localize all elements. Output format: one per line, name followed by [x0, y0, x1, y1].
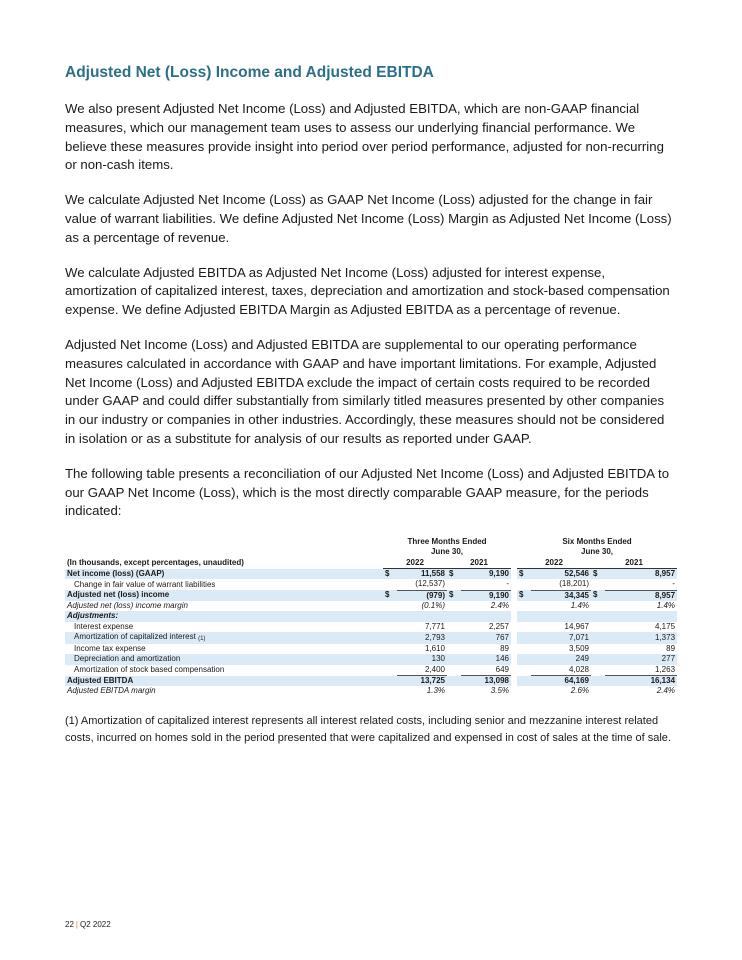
section-title: Adjusted Net (Loss) Income and Adjusted EBITDA [65, 64, 434, 81]
cell-value: 767 [461, 632, 511, 644]
cell-value: (18,201) [531, 579, 591, 590]
paragraph-3: We calculate Adjusted EBITDA as Adjusted Net Income (Loss) adjusted for interest expense, amortization of capitalized interest, taxes, depreciation and amortization and stock-based compensation expense. We define Adjusted EBITDA Margin as Adjusted EBITDA as a percentage of revenue. [65, 264, 670, 318]
page-number: 22 [65, 920, 74, 929]
cell-value: 52,546 [531, 569, 591, 580]
cell-value: 1.4% [656, 600, 676, 610]
cell-value: 2.4% [490, 600, 509, 610]
cell-value: 3,509 [568, 644, 589, 654]
group-six-months: Six Months Ended [562, 537, 632, 547]
cell-value: 4,175 [655, 621, 676, 631]
cell-value: 13,725 [397, 676, 447, 687]
footer-separator: | [75, 920, 78, 929]
cell-value: 249 [531, 654, 591, 664]
group-three-months: Three Months Ended [407, 537, 487, 547]
row-label [65, 632, 383, 644]
cell-value: 2.4% [656, 686, 676, 696]
group-six-months-date: June 30, [581, 547, 614, 557]
cell-value: 130 [397, 654, 447, 664]
footnote-marker: (1) [198, 635, 206, 642]
cell-value: 2.6% [570, 686, 589, 696]
cell-value: 649 [461, 665, 511, 676]
cell-value: 89 [666, 644, 676, 654]
row-label: Amortization of stock based compensation [74, 664, 225, 674]
row-label: Adjustments: [65, 611, 383, 621]
report-period: Q2 2022 [79, 920, 111, 929]
cell-value: 1,263 [605, 665, 677, 676]
cell-value: 277 [605, 654, 677, 664]
cell-value: 1,373 [605, 632, 677, 644]
col-year: 2022 [517, 558, 591, 569]
cell-value: - [461, 579, 511, 590]
cell-value: 9,190 [461, 569, 511, 580]
cell-value: 9,190 [461, 590, 511, 601]
cell-value: 1.3% [426, 686, 445, 696]
cell-value: (979) [397, 590, 447, 601]
cell-value: - [605, 579, 677, 590]
group-three-months-date: June 30, [430, 547, 463, 557]
currency-symbol: $ [517, 569, 531, 580]
row-label: Income tax expense [74, 644, 146, 654]
currency-symbol: $ [517, 590, 531, 601]
currency-symbol: $ [591, 569, 605, 580]
cell-value: (0.1%) [421, 600, 445, 610]
cell-value: 2,793 [397, 632, 447, 644]
table-row [65, 611, 677, 621]
table-row [65, 590, 677, 601]
table-column-header [65, 558, 677, 569]
currency-symbol: $ [383, 569, 397, 580]
paragraph-5: The following table presents a reconciliation of our Adjusted Net Income (Loss) and Adjusted EBITDA to our GAAP Net Income (Loss), which is the most directly comparable GAAP measure, for the periods indicated: [65, 465, 670, 519]
cell-value: 89 [500, 644, 509, 654]
row-label: Depreciation and amortization [65, 654, 383, 664]
row-label: Adjusted EBITDA [65, 676, 383, 687]
table-group-subheader [65, 547, 677, 557]
currency-symbol: $ [447, 569, 461, 580]
row-label: Adjusted net (loss) income [65, 590, 383, 601]
paragraph-2: We calculate Adjusted Net Income (Loss) as GAAP Net Income (Loss) adjusted for the change in fair value of warrant liabilities. We define Adjusted Net Income (Loss) Margin as Adjusted Net Income (Loss) as a percentage of revenue. [65, 192, 672, 245]
page-footer [65, 920, 111, 929]
cell-value: 2,257 [488, 621, 509, 631]
cell-value: 8,957 [605, 590, 677, 601]
cell-value: 11,558 [397, 569, 447, 580]
table-row [65, 654, 677, 664]
row-label: Change in fair value of warrant liabilities [74, 579, 216, 589]
col-year: 2021 [591, 558, 677, 569]
cell-value: 14,967 [564, 621, 589, 631]
cell-value: 2,400 [397, 665, 447, 676]
cell-value: 1.4% [570, 600, 589, 610]
table-row [65, 601, 677, 611]
currency-symbol: $ [383, 590, 397, 601]
table-row [65, 569, 677, 580]
cell-value: 8,957 [605, 569, 677, 580]
currency-symbol: $ [447, 590, 461, 601]
cell-value: 4,028 [531, 665, 591, 676]
footnote: (1) Amortization of capitalized interest represents all interest related costs, including senior and mezzanine interest related costs, incurred on homes sold in the period presented that were capitalized and expensed in cost of sales at the time of sale. [65, 714, 671, 744]
units-label: (In thousands, except percentages, unaudited) [67, 557, 244, 567]
row-label-text: Amortization of capitalized interest [74, 631, 196, 641]
cell-value: 7,771 [424, 621, 445, 631]
row-label: Interest expense [74, 621, 134, 631]
currency-symbol: $ [591, 590, 605, 601]
table-row [65, 632, 677, 644]
cell-value: 146 [461, 654, 511, 664]
table-row [65, 622, 677, 632]
cell-value: 64,169 [531, 676, 591, 687]
row-label: Adjusted EBITDA margin [67, 686, 156, 696]
table-group-header [65, 537, 677, 547]
cell-value: 3.5% [490, 686, 509, 696]
table-row [65, 665, 677, 676]
table-row [65, 579, 677, 590]
page-content [65, 64, 677, 747]
cell-value: 7,071 [531, 632, 591, 644]
cell-value: 34,345 [531, 590, 591, 601]
row-label: Net income (loss) (GAAP) [65, 569, 383, 580]
paragraph-4: Adjusted Net Income (Loss) and Adjusted EBITDA are supplemental to our operating performance measures calculated in accordance with GAAP and have important limitations. For example, Adjusted Net Income (Loss) and Adjusted EBITDA exclude the impact of certain costs required to be recorded under GAAP and could differ substantially from similarly titled measures presented by other companies in our industry or companies in other industries. Accordingly, these measures should not be considered in isolation or as a substitute for analysis of our results as reported under GAAP. [65, 336, 665, 446]
cell-value: 13,098 [461, 676, 511, 687]
col-year: 2021 [447, 558, 511, 569]
cell-value: (12,537) [397, 579, 447, 590]
cell-value: 16,134 [605, 676, 677, 687]
col-year: 2022 [383, 558, 447, 569]
table-row [65, 676, 677, 687]
row-label: Adjusted net (loss) income margin [67, 600, 188, 610]
table-row [65, 644, 677, 654]
paragraph-1: We also present Adjusted Net Income (Loss) and Adjusted EBITDA, which are non-GAAP financial measures, which our management team uses to assess our underlying financial performance. We believe these measures provide insight into period over period performance, adjusted for non-recurring or non-cash items. [65, 101, 664, 173]
cell-value: 1,610 [424, 644, 445, 654]
reconciliation-table [65, 537, 677, 696]
table-row [65, 686, 677, 696]
